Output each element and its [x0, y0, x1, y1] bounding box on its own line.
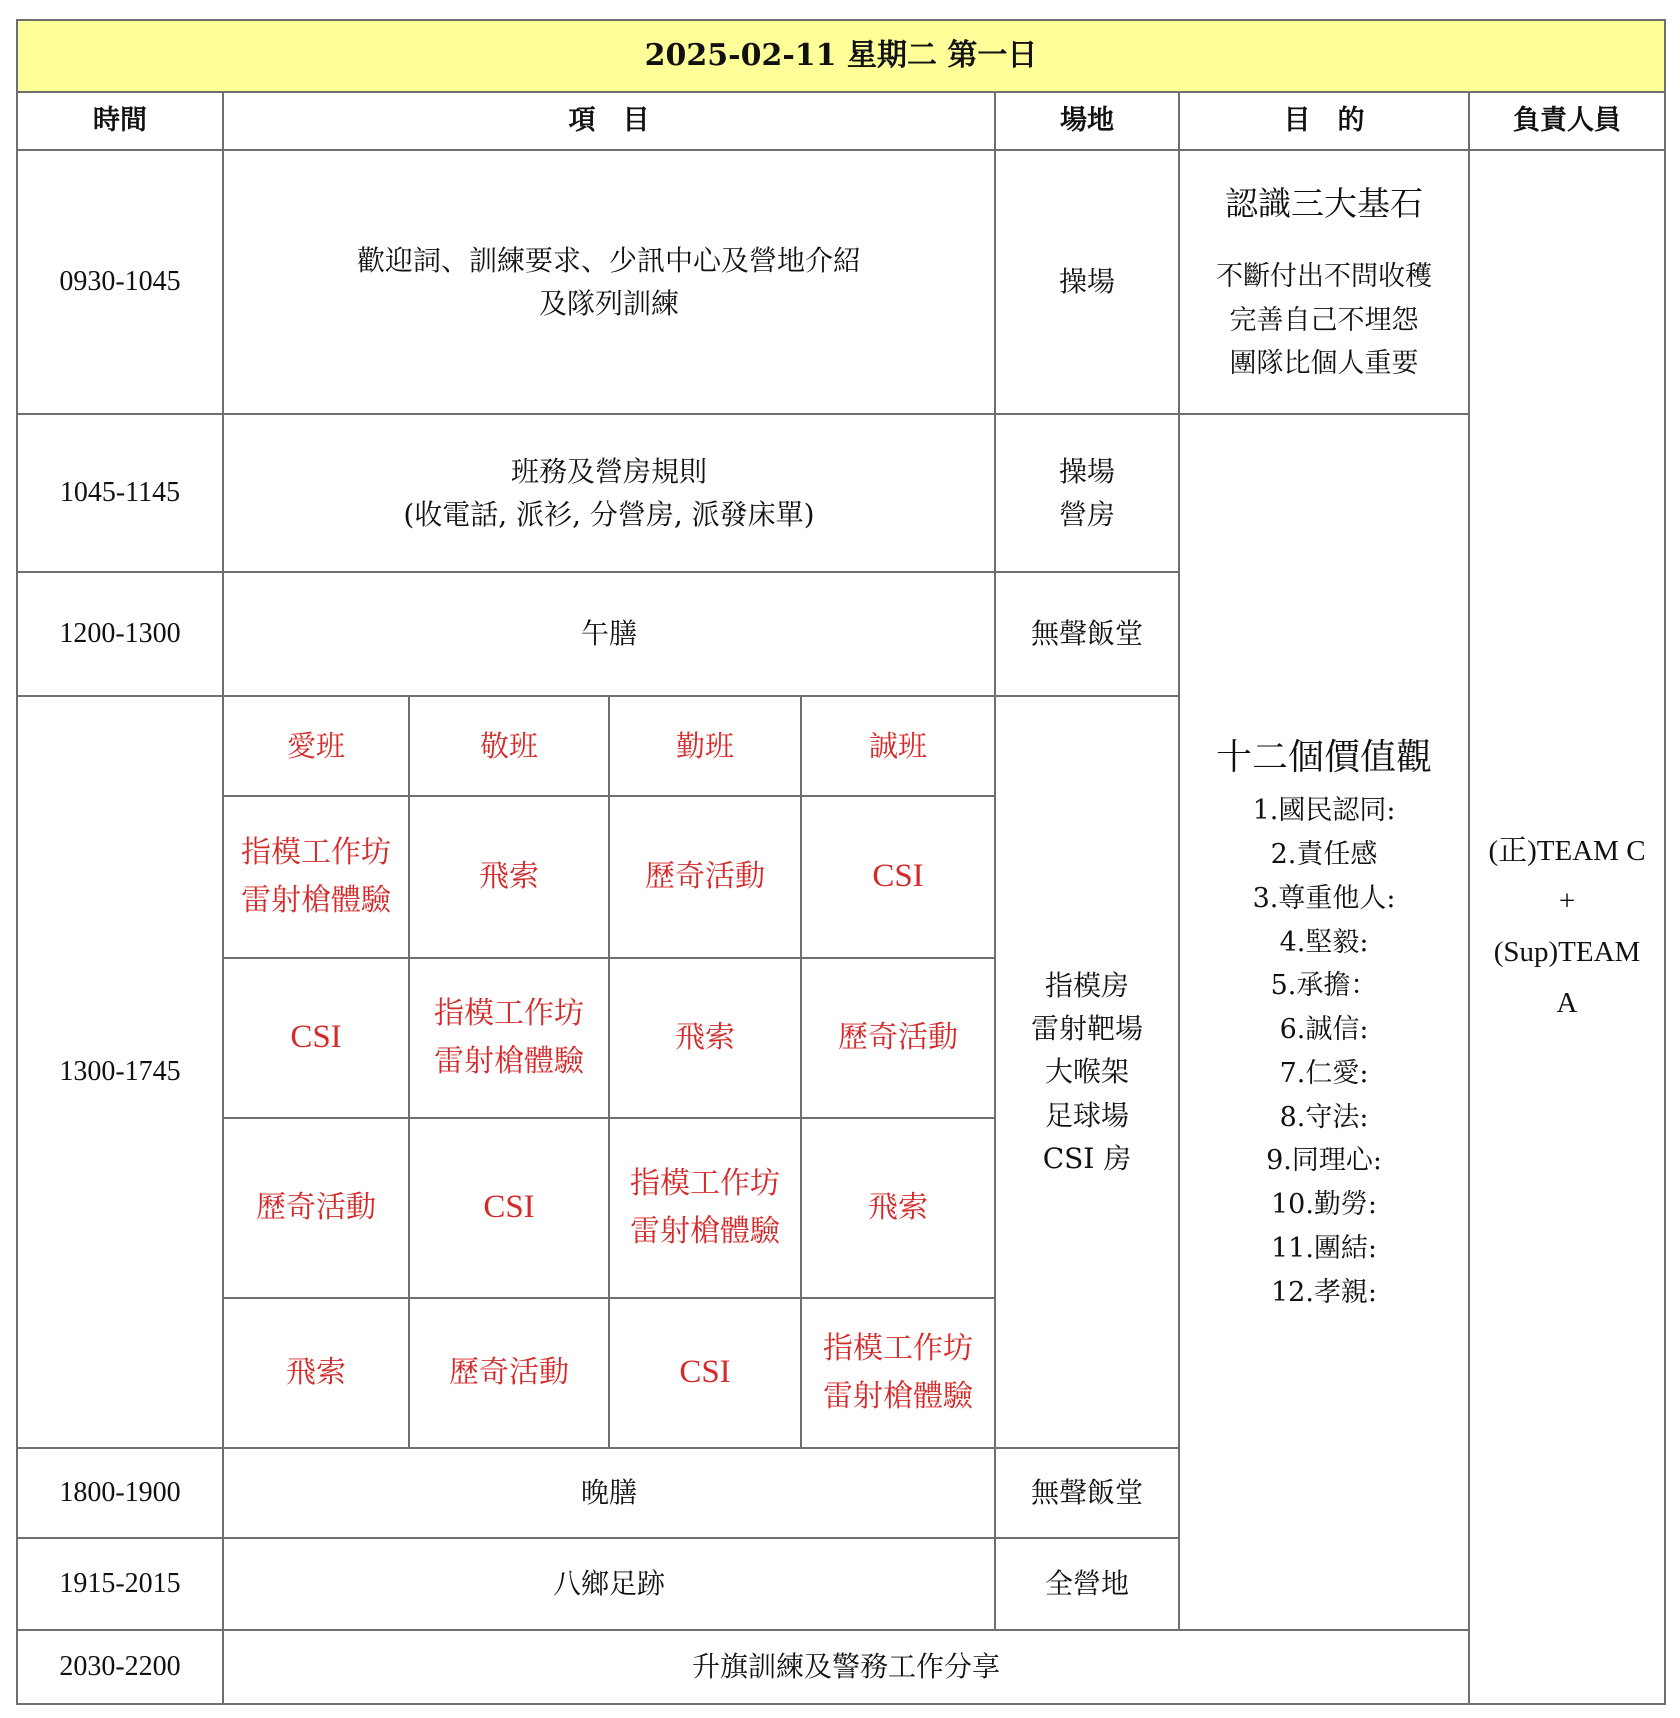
- schedule-title: 2025-02-11 星期二 第一日: [17, 20, 1665, 92]
- time-slot-0930: 0930-1045: [17, 150, 223, 414]
- value-item: 3.尊重他人:: [1252, 882, 1396, 914]
- venue-line: 雷射靶場: [1030, 1011, 1143, 1045]
- item-rules-line-2: (收電話, 派衫, 分營房, 派發床單): [403, 498, 815, 531]
- item-rules-line-1: 班務及營房規則: [510, 454, 707, 488]
- activity-rope: 飛索: [801, 1118, 995, 1298]
- activity-adventure: 歷奇活動: [223, 1118, 409, 1298]
- value-item: 1.國民認同:: [1252, 795, 1396, 827]
- header-purpose: 目 的: [1179, 92, 1469, 150]
- activity-rope: 飛索: [409, 796, 609, 958]
- time-slot-1200: 1200-1300: [17, 572, 223, 696]
- staff-line: (Sup)TEAM: [1493, 936, 1641, 968]
- venue-r4: [995, 696, 1179, 1448]
- activity-rope: 飛索: [609, 958, 801, 1118]
- item-dinner: 晚膳: [223, 1448, 995, 1538]
- staff-line: (正)TEAM C: [1488, 834, 1646, 867]
- activity-adventure: 歷奇活動: [801, 958, 995, 1118]
- activity-line: 指模工作坊: [434, 996, 584, 1031]
- activity-line: 雷射槍體驗: [823, 1379, 973, 1414]
- value-item: 2.責任感: [1270, 839, 1378, 871]
- value-item: 10.勤勞:: [1270, 1189, 1378, 1221]
- item-flag-raising: 升旗訓練及警務工作分享: [223, 1630, 1469, 1704]
- cornerstone-item: 團隊比個人重要: [1229, 348, 1419, 380]
- activity-workshop: [223, 796, 409, 958]
- activity-line: 雷射槍體驗: [241, 883, 391, 918]
- venue-r6: 全營地: [995, 1538, 1179, 1630]
- value-item: 7.仁愛:: [1279, 1057, 1369, 1089]
- time-slot-1300: 1300-1745: [17, 696, 223, 1448]
- venue-r5: 無聲飯堂: [995, 1448, 1179, 1538]
- time-slot-2030: 2030-2200: [17, 1630, 223, 1704]
- venue-line: 指模房: [1044, 968, 1129, 1002]
- purpose-values: [1179, 414, 1469, 1630]
- activity-adventure: 歷奇活動: [609, 796, 801, 958]
- venue-line: 大喉架: [1044, 1055, 1129, 1089]
- value-item: 6.誠信:: [1279, 1014, 1369, 1046]
- schedule-table: [16, 19, 1666, 1705]
- header-staff: 負責人員: [1469, 92, 1665, 150]
- schedule-sheet: [16, 19, 1666, 1705]
- time-slot-1915: 1915-2015: [17, 1538, 223, 1630]
- activity-line: 指模工作坊: [823, 1331, 973, 1366]
- cornerstone-item: 不斷付出不問收穫: [1216, 260, 1432, 292]
- time-slot-1800: 1800-1900: [17, 1448, 223, 1538]
- item-rules: [223, 414, 995, 572]
- class-label: 誠班: [801, 696, 995, 796]
- header-venue: 場地: [995, 92, 1179, 150]
- class-label: 敬班: [409, 696, 609, 796]
- value-item: 5.承擔：: [1270, 970, 1378, 1002]
- venue-r2: [995, 414, 1179, 572]
- venue-r1: 操場: [995, 150, 1179, 414]
- value-item: 4.堅毅:: [1279, 926, 1369, 958]
- item-welcome-line-2: 及隊列訓練: [538, 287, 679, 320]
- activity-line: 雷射槍體驗: [630, 1214, 780, 1249]
- staff-line: A: [1556, 986, 1578, 1019]
- venue-line: 營房: [1058, 498, 1115, 531]
- item-footprints: 八鄉足跡: [223, 1538, 995, 1630]
- activity-csi: CSI: [609, 1298, 801, 1448]
- item-welcome: [223, 150, 995, 414]
- activity-workshop: [801, 1298, 995, 1448]
- venue-line: 足球場: [1044, 1098, 1129, 1132]
- activity-csi: CSI: [409, 1118, 609, 1298]
- activity-workshop: [609, 1118, 801, 1298]
- staff-line: +: [1558, 885, 1576, 918]
- value-item: 12.孝親:: [1270, 1276, 1378, 1308]
- value-item: 9.同理心:: [1266, 1145, 1382, 1177]
- cornerstones-title: 認識三大基石: [1225, 183, 1423, 223]
- item-welcome-line-1: 歡迎詞、訓練要求、少訊中心及營地介紹: [356, 243, 861, 277]
- class-label: 愛班: [223, 696, 409, 796]
- activity-adventure: 歷奇活動: [409, 1298, 609, 1448]
- header-item: 項 目: [223, 92, 995, 150]
- cornerstone-item: 完善自己不埋怨: [1229, 304, 1419, 336]
- venue-line: CSI 房: [1042, 1142, 1132, 1176]
- activity-csi: CSI: [223, 958, 409, 1118]
- activity-csi: CSI: [801, 796, 995, 958]
- activity-workshop: [409, 958, 609, 1118]
- class-label: 勤班: [609, 696, 801, 796]
- venue-line: 操場: [1058, 454, 1115, 488]
- activity-rope: 飛索: [223, 1298, 409, 1448]
- purpose-cornerstones: [1179, 150, 1469, 414]
- values-title: 十二個價值觀: [1215, 736, 1432, 778]
- item-lunch: 午膳: [223, 572, 995, 696]
- staff-cell: [1469, 150, 1665, 1704]
- value-item: 8.守法:: [1279, 1101, 1369, 1133]
- header-time: 時間: [17, 92, 223, 150]
- activity-line: 指模工作坊: [630, 1166, 780, 1201]
- venue-r3: 無聲飯堂: [995, 572, 1179, 696]
- value-item: 11.團結:: [1270, 1232, 1378, 1264]
- activity-line: 雷射槍體驗: [434, 1044, 584, 1079]
- activity-line: 指模工作坊: [241, 835, 391, 870]
- time-slot-1045: 1045-1145: [17, 414, 223, 572]
